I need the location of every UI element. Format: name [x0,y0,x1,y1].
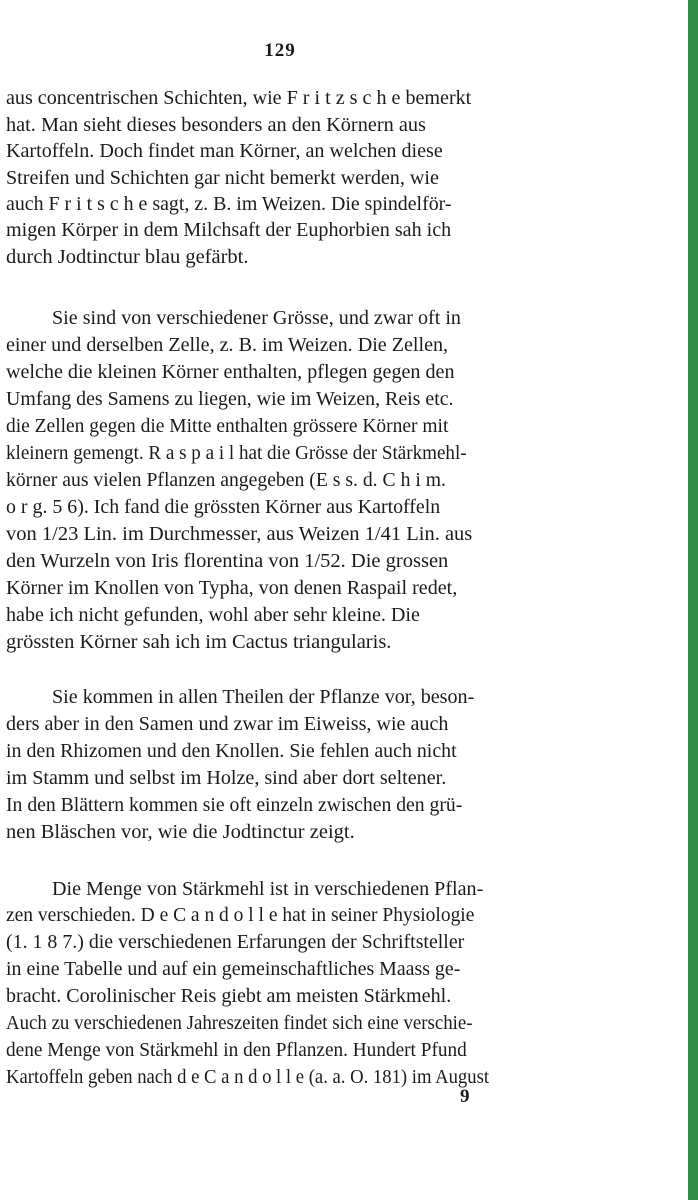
text-line: Kartoffeln geben nach d e C a n d o l l e (a. a. O. 181) im August [6,1066,490,1088]
text-line: Sie sind von verschiedener Grösse, und zwar oft in [52,307,461,329]
text-line: durch Jodtinctur blau gefärbt. [6,246,249,268]
text-line: einer und derselben Zelle, z. B. im Weizen. Die Zellen, [6,334,449,356]
text-line: Auch zu verschiedenen Jahreszeiten findet sich eine verschie- [6,1012,473,1034]
text-line: (1. 1 8 7.) die verschiedenen Erfarungen der Schriftsteller [6,931,465,953]
signature-mark: 9 [460,1086,470,1107]
text-line: die Zellen gegen die Mitte enthalten grössere Körner mit [6,415,449,437]
text-line: welche die kleinen Körner enthalten, pflegen gegen den [6,361,455,383]
text-line: grössten Körner sah ich im Cactus triangularis. [6,631,392,653]
page-edge-strip [688,0,698,1200]
text-line: Die Menge von Stärkmehl ist in verschiedenen Pflan- [52,878,484,900]
text-line: ders aber in den Samen und zwar im Eiweiss, wie auch [6,713,449,735]
text-line: aus concentrischen Schichten, wie F r i t z s c h e bemerkt [6,87,472,109]
text-line: Kartoffeln. Doch findet man Körner, an welchen diese [6,140,443,162]
text-line: im Stamm und selbst im Holze, sind aber dort seltener. [6,767,447,789]
text-line: in eine Tabelle und auf ein gemeinschaftliches Maass ge- [6,958,461,980]
text-line: Körner im Knollen von Typha, von denen Raspail redet, [6,577,458,599]
text-line: Streifen und Schichten gar nicht bemerkt werden, wie [6,167,439,189]
text-line: migen Körper in dem Milchsaft der Euphorbien sah ich [6,219,452,241]
text-line: nen Bläschen vor, wie die Jodtinctur zeigt. [6,821,355,843]
page-number: 129 [264,40,296,61]
text-line: körner aus vielen Pflanzen angegeben (E s s. d. C h i m. [6,469,446,491]
text-line: in den Rhizomen und den Knollen. Sie fehlen auch nicht [6,740,457,762]
text-line: kleinern gemengt. R a s p a i l hat die Grösse der Stärkmehl- [6,442,467,464]
text-line: bracht. Corolinischer Reis giebt am meisten Stärkmehl. [6,985,452,1007]
text-line: zen verschieden. D e C a n d o l l e hat in seiner Physiologie [6,904,475,926]
text-line: den Wurzeln von Iris florentina von 1/52. Die grossen [6,550,449,572]
text-line: Sie kommen in allen Theilen der Pflanze vor, beson- [52,686,475,708]
text-line: von 1/23 Lin. im Durchmesser, aus Weizen 1/41 Lin. aus [6,523,473,545]
text-line: o r g. 5 6). Ich fand die grössten Körner aus Kartoffeln [6,496,441,518]
text-line: auch F r i t s c h e sagt, z. B. im Weizen. Die spindelför- [6,193,452,215]
text-line: habe ich nicht gefunden, wohl aber sehr kleine. Die [6,604,420,626]
text-line: Umfang des Samens zu liegen, wie im Weizen, Reis etc. [6,388,454,410]
text-line: hat. Man sieht dieses besonders an den Körnern aus [6,114,426,136]
text-line: In den Blättern kommen sie oft einzeln zwischen den grü- [6,794,463,816]
text-line: dene Menge von Stärkmehl in den Pflanzen. Hundert Pfund [6,1039,467,1061]
